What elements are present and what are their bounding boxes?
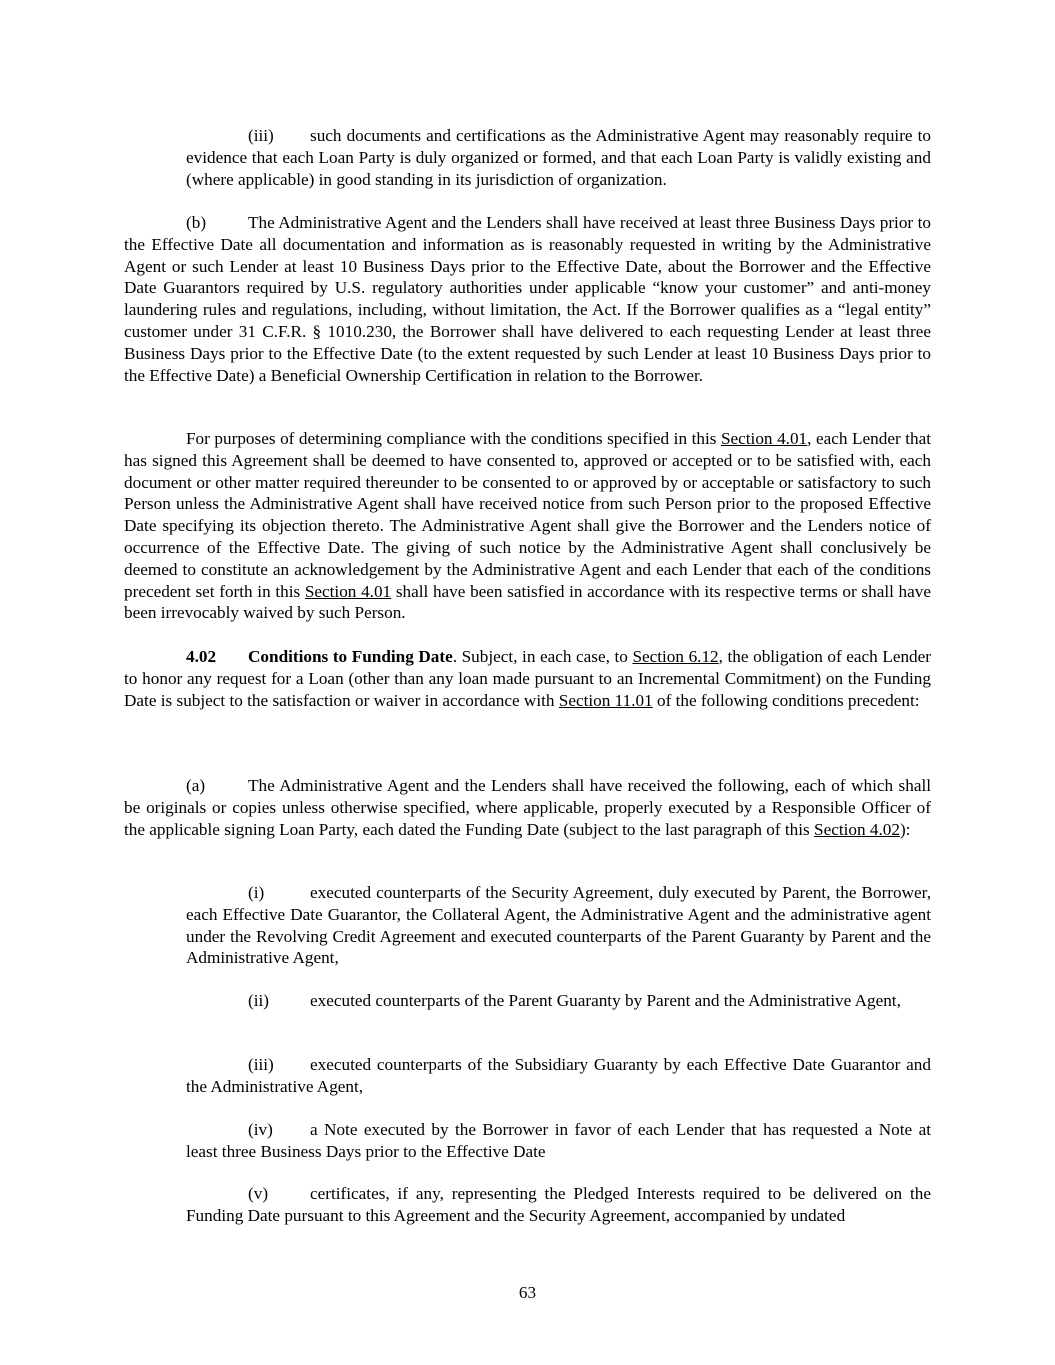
clause-v-pledged-interests bbox=[186, 1183, 931, 1227]
paragraph-text: , each Lender that has signed this Agreement shall be deemed to have consented to, approved or accepted or to be satisfied with, each document or other matter required thereunder to be consented to or approved by or acceptable or satisfactory to such Person unless the Administrative Agent shall have received notice from such Person prior to the proposed Effective Date specifying its objection thereto. The Administrative Agent shall give the Borrower and the Lenders notice of occurrence of the Effective Date. The giving of such notice by the Administrative Agent shall conclusively be deemed to constitute an acknowledgement by the Administrative Agent and each Lender that each of the conditions precedent set forth in this bbox=[124, 429, 932, 601]
clause-text: a Note executed by the Borrower in favor of each Lender that has requested a Note at least three Business Days prior to the Effective Date bbox=[186, 1120, 931, 1161]
clause-b-kyc-documentation bbox=[124, 212, 931, 386]
clause-iii-documents-certifications bbox=[186, 125, 931, 190]
section-number: 4.02 bbox=[186, 647, 217, 666]
clause-label: (iii) bbox=[248, 1055, 274, 1074]
paragraph-text: , the obligation of each Lender to honor any request for a Loan (other than any loan made pursuant to an Incremental Commitment) on the Funding Date is subject to the satisfaction or waiver in accordance with bbox=[124, 647, 931, 710]
clause-label: (a) bbox=[186, 776, 206, 795]
clause-iv-note bbox=[186, 1119, 931, 1163]
section-reference: Section 11.01 bbox=[558, 690, 653, 710]
clause-label: (b) bbox=[186, 213, 207, 232]
clause-text: executed counterparts of the Security Agreement, duly executed by Parent, the Borrower, each Effective Date Guarantor, the Collateral Agent, the Administrative Agent and the administrative agent under the Revolving Credit Agreement and executed counterparts of the Parent Guaranty by Parent and the Administrative Agent, bbox=[186, 883, 931, 968]
clause-text: ): bbox=[899, 819, 911, 839]
paragraph-compliance-purposes bbox=[124, 428, 931, 624]
section-reference: Section 4.02 bbox=[814, 819, 900, 839]
section-reference: Section 6.12 bbox=[632, 647, 719, 666]
clause-label: (v) bbox=[248, 1184, 269, 1203]
section-reference: Section 4.01 bbox=[720, 429, 808, 448]
clause-text: The Administrative Agent and the Lenders shall have received at least three Business Days prior to the Effective Date all documentation and information as is reasonably requested in writing by the Administrative Agent or such Lender at least 10 Business Days prior to the Effective Date, about the Borrower and the Effective Date Guarantors required by U.S. regulatory authorities under applicable “know your customer” and anti-money laundering rules and regulations, including, without limitation, the Act. If the Borrower qualifies as a “legal entity” customer under 31 C.F.R. § 1010.230, the Borrower shall have delivered to each requesting Lender at least three Business Days prior to the Effective Date (to the extent requested by such Lender at least 10 Business Days prior to the Effective Date) a Beneficial Ownership Certification in relation to the Borrower. bbox=[124, 213, 931, 385]
clause-text: executed counterparts of the Subsidiary Guaranty by each Effective Date Guarantor and the Administrative Agent, bbox=[186, 1055, 931, 1096]
clause-label: (iii) bbox=[248, 126, 274, 145]
section-reference: Section 4.01 bbox=[304, 581, 392, 601]
clause-ii-parent-guaranty bbox=[186, 990, 931, 1012]
clause-i-security-agreement bbox=[186, 882, 931, 969]
paragraph-text: . Subject, in each case, to bbox=[452, 647, 633, 666]
clause-label: (iv) bbox=[248, 1120, 273, 1139]
paragraph-text: of the following conditions precedent: bbox=[652, 690, 920, 710]
clause-text: The Administrative Agent and the Lenders shall have received the following, each of which shall be originals or copies unless otherwise specified, where applicable, properly executed by a Responsible Officer of the applicable signing Loan Party, each dated the Funding Date (subject to the last paragraph of this bbox=[124, 776, 931, 839]
clause-text: certificates, if any, representing the Pledged Interests required to be delivered on the Funding Date pursuant to this Agreement and the Security Agreement, accompanied by undated bbox=[186, 1184, 931, 1225]
clause-label: (i) bbox=[248, 883, 265, 902]
paragraph-text: For purposes of determining compliance with the conditions specified in this bbox=[186, 429, 721, 448]
section-heading: Conditions to Funding Date bbox=[248, 647, 453, 666]
clause-iii-subsidiary-guaranty bbox=[186, 1054, 931, 1098]
page-number: 63 bbox=[518, 1283, 537, 1302]
clause-label: (ii) bbox=[248, 991, 269, 1010]
clause-text: executed counterparts of the Parent Guaranty by Parent and the Administrative Agent, bbox=[310, 991, 901, 1010]
paragraph-text: shall have been satisfied in accordance with its respective terms or shall have been irrevocably waived by such Person. bbox=[124, 581, 931, 623]
clause-a-documents-received bbox=[124, 775, 931, 840]
section-4-02-conditions-to-funding-date bbox=[124, 646, 931, 711]
clause-text: such documents and certifications as the Administrative Agent may reasonably require to evidence that each Loan Party is duly organized or formed, and that each Loan Party is validly existing and (where applicable) in good standing in its jurisdiction of organization. bbox=[186, 126, 931, 189]
